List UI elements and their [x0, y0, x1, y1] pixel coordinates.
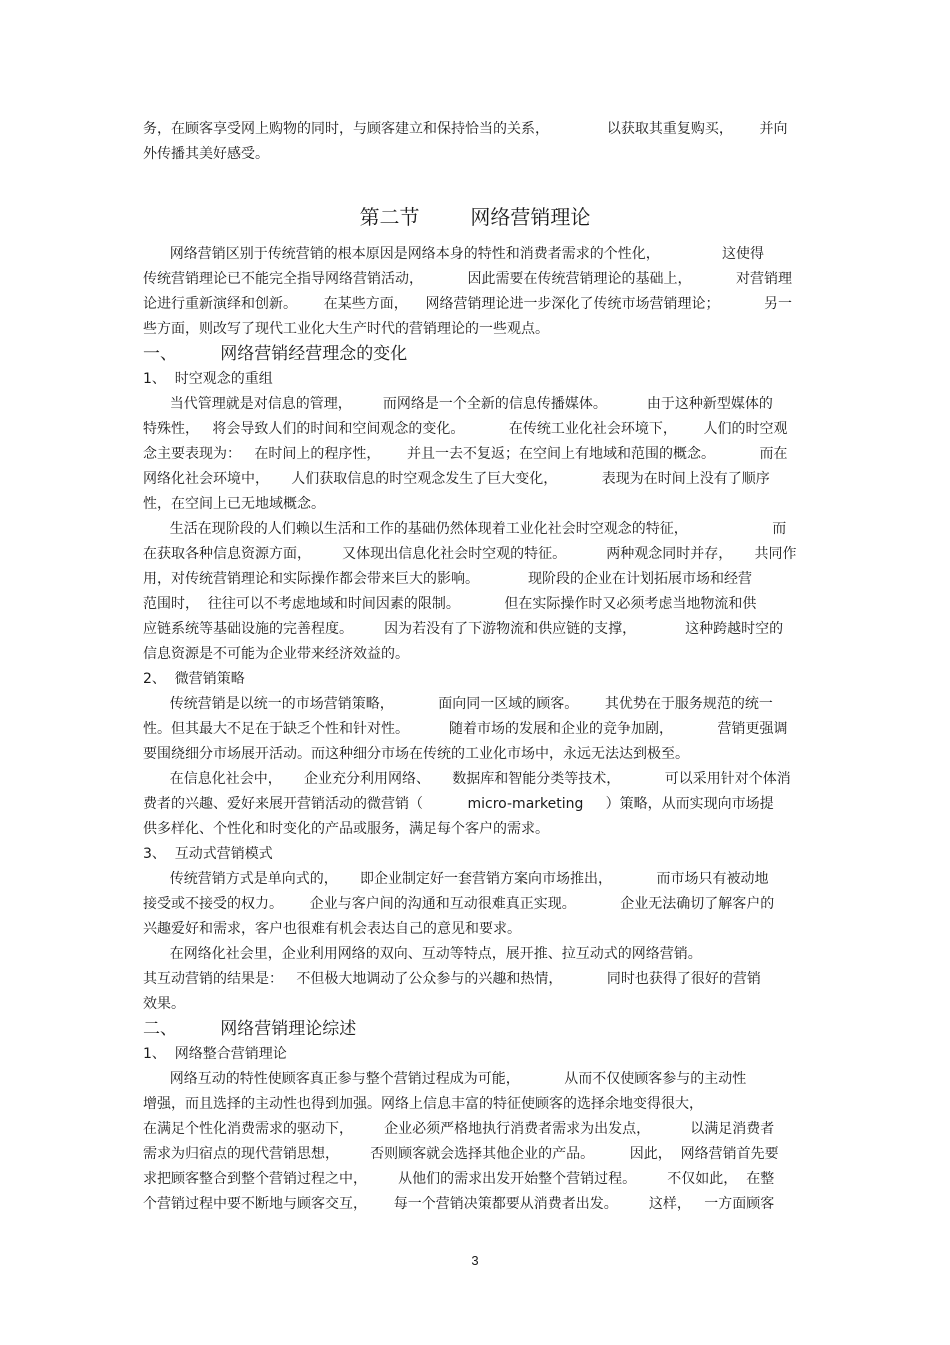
page-number: 3	[471, 1253, 479, 1268]
section-title: 第二节 网络营销理论	[359, 205, 591, 229]
text-line: 在网络化社会里，企业利用网络的双向、互动等特点，展开推、拉互动式的网络营销。	[143, 946, 702, 962]
text-line: 效果。	[143, 996, 185, 1012]
text-line: 传统营销方式是单向式的， 即企业制定好一套营销方案向市场推出， 而市场只有被动地	[143, 871, 769, 887]
text-line: 生活在现阶段的人们赖以生活和工作的基础仍然体现着工业化社会时空观念的特征， 而	[143, 521, 787, 537]
text-line: 传统营销理论已不能完全指导网络营销活动， 因此需要在传统营销理论的基础上， 对营销理	[143, 271, 793, 287]
text-line: 些方面，则改写了现代工业化大生产时代的营销理论的一些观点。	[143, 321, 549, 337]
text-line: 特殊性， 将会导致人们的时间和空间观念的变化。 在传统工业化社会环境下， 人们的时空观	[143, 421, 788, 437]
subsection-heading: 二、 网络营销理论综述	[143, 1019, 357, 1039]
text-line: 增强，而且选择的主动性也得到加强。网络上信息丰富的特征使顾客的选择余地变得很大，	[143, 1096, 703, 1112]
text-line: 供多样化、个性化和时变化的产品或服务，满足每个客户的需求。	[143, 821, 549, 837]
text-line: 应链系统等基础设施的完善程度。 因为若没有了下游物流和供应链的支撑， 这种跨越时空的	[143, 621, 784, 637]
text-line: 费者的兴趣、爱好来展开营销活动的微营销（ micro-marketing ）策略，从而实现向市场提	[143, 796, 774, 812]
text-line: 传统营销是以统一的市场营销策略， 面向同一区域的顾客。 其优势在于服务规范的统一	[143, 696, 773, 712]
item-heading: 1、 网络整合营销理论	[143, 1046, 287, 1062]
text-line: 其互动营销的结果是： 不但极大地调动了公众参与的兴趣和热情， 同时也获得了很好的营销	[143, 971, 761, 987]
text-line: 要围绕细分市场展开活动。而这种细分市场在传统的工业化市场中，永远无法达到极至。	[143, 746, 689, 762]
text-line: 个营销过程中要不断地与顾客交互， 每一个营销决策都要从消费者出发。 这样， 一方面顾客	[143, 1196, 775, 1212]
text-line: 用，对传统营销理论和实际操作都会带来巨大的影响。 现阶段的企业在计划拓展市场和经营	[143, 571, 752, 587]
text-line: 当代管理就是对信息的管理， 而网络是一个全新的信息传播媒体。 由于这种新型媒体的	[143, 396, 773, 412]
subsection-heading: 一、 网络营销经营理念的变化	[143, 344, 408, 364]
text-line: 网络营销区别于传统营销的根本原因是网络本身的特性和消费者需求的个性化， 这使得	[143, 246, 765, 262]
text-line: 信息资源是不可能为企业带来经济效益的。	[143, 646, 409, 662]
text-line: 网络互动的特性使顾客真正参与整个营销过程成为可能， 从而不仅使顾客参与的主动性	[143, 1071, 747, 1087]
text-line: 范围时， 往往可以不考虑地域和时间因素的限制。 但在实际操作时又必须考虑当地物流和供	[143, 596, 757, 612]
text-line: 外传播其美好感受。	[143, 146, 269, 162]
item-heading: 1、 时空观念的重组	[143, 371, 273, 387]
text-line: 性。但其最大不足在于缺乏个性和针对性。 随着市场的发展和企业的竞争加剧， 营销更强调	[143, 721, 788, 737]
text-line: 需求为归宿点的现代营销思想， 否则顾客就会选择其他企业的产品。 因此， 网络营销首先要	[143, 1146, 779, 1162]
text-line: 性，在空间上已无地域概念。	[143, 496, 325, 512]
text-line: 求把顾客整合到整个营销过程之中， 从他们的需求出发开始整个营销过程。 不仅如此， 在整	[143, 1171, 775, 1187]
item-heading: 2、 微营销策略	[143, 671, 245, 687]
text-line: 网络化社会环境中， 人们获取信息的时空观念发生了巨大变化， 表现为在时间上没有了顺序	[143, 471, 770, 487]
text-line: 论进行重新演绎和创新。 在某些方面， 网络营销理论进一步深化了传统市场营销理论； 另一	[143, 296, 793, 312]
text-line: 接受或不接受的权力。 企业与客户间的沟通和互动很难真正实现。 企业无法确切了解客户的	[143, 896, 775, 912]
text-line: 务，在顾客享受网上购物的同时，与顾客建立和保持恰当的关系， 以获取其重复购买， 并向	[143, 121, 788, 137]
text-line: 兴趣爱好和需求，客户也很难有机会表达自己的意见和要求。	[143, 921, 521, 937]
text-line: 念主要表现为： 在时间上的程序性， 并且一去不复返；在空间上有地域和范围的概念。 而在	[143, 446, 788, 462]
item-heading: 3、 互动式营销模式	[143, 846, 273, 862]
text-line: 在信息化社会中， 企业充分利用网络、 数据库和智能分类等技术， 可以采用针对个体消	[143, 771, 791, 787]
text-line: 在获取各种信息资源方面， 又体现出信息化社会时空观的特征。 两种观念同时并存， 共同作	[143, 546, 797, 562]
text-line: 在满足个性化消费需求的驱动下， 企业必须严格地执行消费者需求为出发点， 以满足消费者	[143, 1121, 775, 1137]
